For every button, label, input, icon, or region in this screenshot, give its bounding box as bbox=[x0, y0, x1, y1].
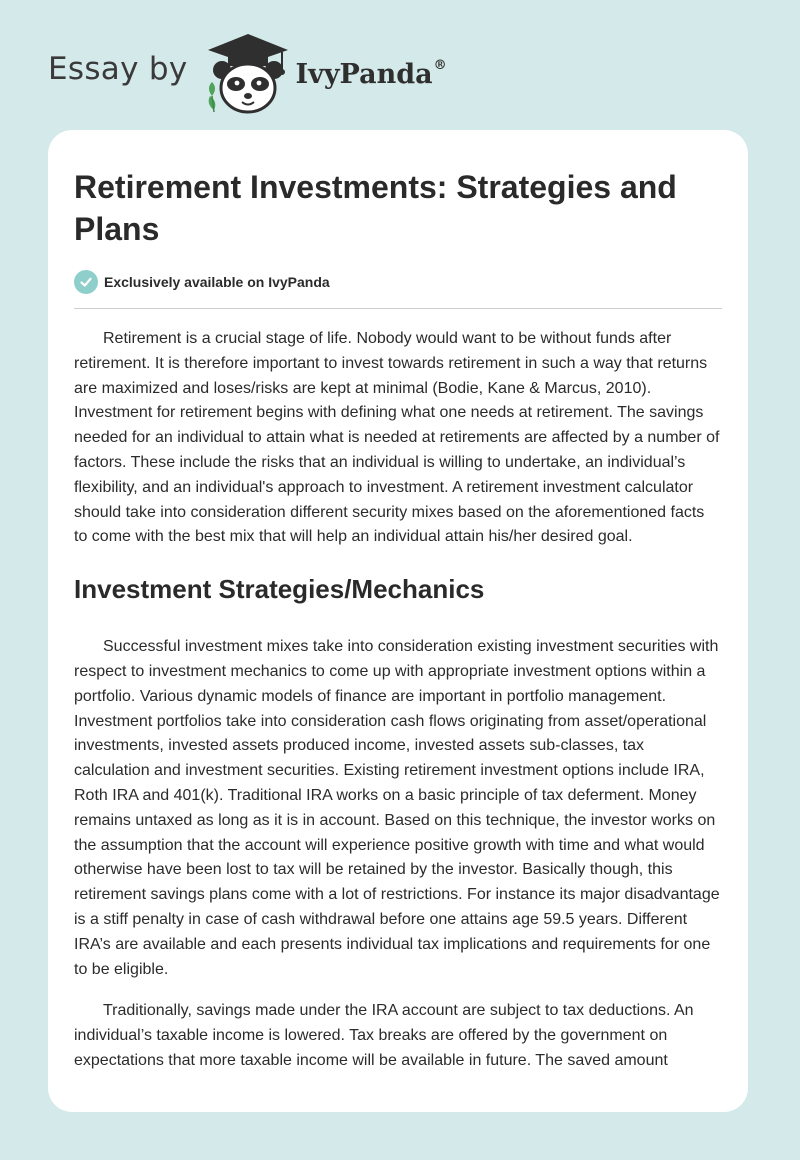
brand-text: IvyPanda bbox=[295, 59, 433, 90]
article-title: Retirement Investments: Strategies and Plans bbox=[74, 169, 677, 247]
brand-name[interactable] bbox=[296, 58, 447, 90]
exclusive-badge bbox=[74, 270, 722, 309]
paragraph-strategies: Successful investment mixes take into consideration existing investment securities with respect to investment mechanics to come up with appropriate investment options within a portfolio. Various dynamic models of finance are important in portfolio management. Investment portfolios take into consideration cash flows originating from asset/operational investments, invested assets produced income, invested assets sub-classes, tax calculation and investment securities. Existing retirement investment options include IRA, Roth IRA and 401(k). Traditional IRA works on a basic principle of tax deferment. Money remains untaxed as long as it is in account. Based on this technique, the investor works on the assumption that the account will experience positive growth with time and what would otherwise have been lost to tax will be retained by the investor. Basically though, this retirement savings plans come with a lot of restrictions. For instance its major disadvantage is a stiff penalty in case of cash withdrawal before one attains age 59.5 years. Different IRA’s are available and each presents individual tax implications and requirements for one to be eligible. bbox=[74, 638, 720, 978]
essay-by-label: Essay by bbox=[48, 51, 188, 87]
exclusive-label: Exclusively available on IvyPanda bbox=[104, 274, 330, 290]
checkmark-icon bbox=[74, 270, 98, 294]
site-header bbox=[48, 28, 447, 118]
ivypanda-logo-icon[interactable] bbox=[202, 30, 294, 116]
article-card bbox=[48, 130, 748, 1112]
paragraph-intro: Retirement is a crucial stage of life. Nobody would want to be without funds after retirement. It is therefore important to invest towards retirement in such a way that returns are maximized and loses/risks are kept at minimal (Bodie, Kane & Marcus, 2010). Investment for retirement begins with defining what one needs at retirement. The savings needed for an individual to attain what is needed at retirements are affected by a number of factors. These include the risks that an individual is willing to undertake, an individual’s flexibility, and an individual's approach to investment. A retirement investment calculator should take into consideration different security mixes based on the aforementioned facts to come with the best mix that will help an individual attain his/her desired goal. bbox=[74, 330, 720, 546]
section-heading: Investment Strategies/Mechanics bbox=[74, 574, 485, 605]
registered-mark: ® bbox=[433, 58, 447, 73]
paragraph-ira: Traditionally, savings made under the IRA account are subject to tax deductions. An individual’s taxable income is lowered. Tax breaks are offered by the government on expectations that more taxable income will be available in future. The saved amount bbox=[74, 1002, 694, 1069]
